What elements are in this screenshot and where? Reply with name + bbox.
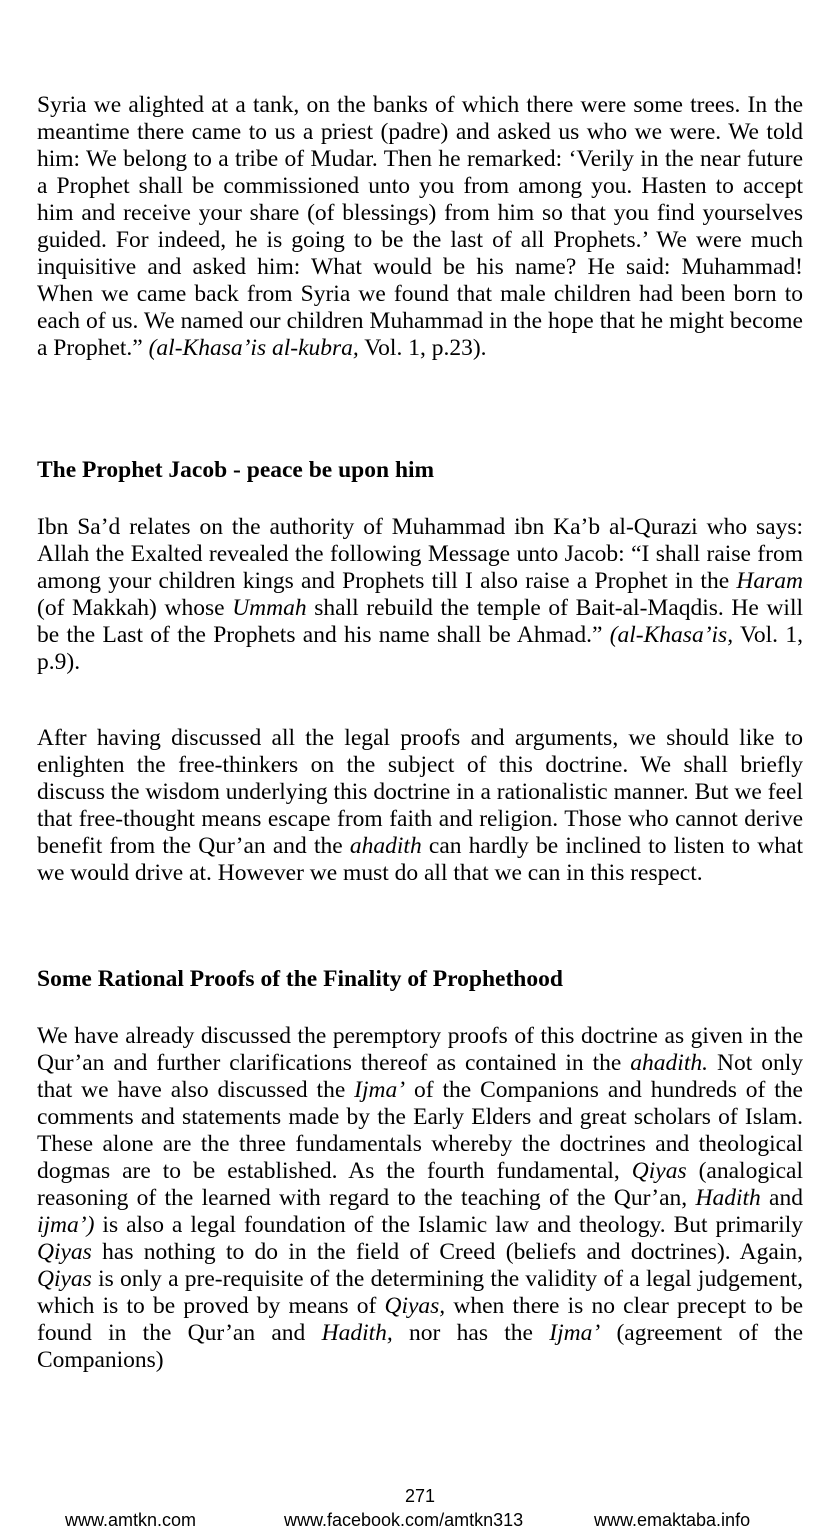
italic-run: Ijma’ xyxy=(354,1077,406,1103)
text-run: shall rebuild the temple of Bait-al-Maqdis. He will be the Last of the Prophets and his name shall be Ahmad.” xyxy=(37,595,804,648)
text-run: is only a pre-requisite of the determining the validity of a legal judgement, which is to be proved by means of xyxy=(37,1266,803,1319)
italic-run: Qiyas, xyxy=(384,1293,446,1319)
text-run: (of Makkah) whose xyxy=(37,595,233,621)
italic-run: Ummah xyxy=(232,595,307,621)
italic-run: Ijma’ xyxy=(549,1320,601,1346)
text-run: nor has the xyxy=(392,1320,550,1346)
text-run: Ibn Sa’d relates on the authority of Muhammad ibn Ka’b al-Qurazi who says: Allah the Exalted revealed the following Message unto Jacob: “I shall raise from among your children kings and Prophets till I also raise a Prophet in the xyxy=(37,514,803,594)
footer-link-amtkn[interactable]: www.amtkn.com xyxy=(65,1510,197,1530)
heading-prophet-jacob: The Prophet Jacob - peace be upon him xyxy=(37,457,435,483)
text-run: We have already discussed the peremptory proofs of this doctrine as given in the Qur’an and further clarifications thereof as contained in the xyxy=(37,1023,803,1076)
italic-run: Qiyas xyxy=(37,1266,92,1292)
italic-run: ahadith xyxy=(349,833,422,859)
paragraph-free-thinkers xyxy=(37,725,803,887)
text-run: After having discussed all the legal proofs and arguments, we should like to enlighten the free-thinkers on the subject of this doctrine. We shall briefly discuss the wisdom underlying this doctrine in a rationalistic manner. But we feel that free-thought means escape from faith and religion. Those who cannot derive benefit from the Qur’an and the xyxy=(37,725,803,859)
text-run: when there is no clear precept to be found in the Qur’an and xyxy=(37,1293,803,1346)
text-run: of the Companions and hundreds of the comments and statements made by the Early Elders and great scholars of Islam. These alone are the three fundamentals whereby the doctrines and theological dogmas are to be established. As the fourth fundamental, xyxy=(37,1077,803,1184)
text-run: Syria we alighted at a tank, on the banks of which there were some trees. In the meantime there came to us a priest (padre) and asked us who we were. We told him: We belong to a tribe of Mudar. Then he remarked: ‘Verily in the near future a Prophet shall be commissioned unto you from among you. Hasten to accept him and receive your share (of blessings) from him so that you find yourselves guided. For indeed, he is going to be the last of all Prophets.’ We were much inquisitive and asked him: What would be his name? He said: Muhammad! When we came back from Syria we found that male children had been born to each of us. We named our children Muhammad in the hope that he might become a Prophet.” xyxy=(37,92,803,361)
footer-link-facebook[interactable]: www.facebook.com/amtkn313 xyxy=(284,1510,524,1530)
italic-run: (al-Khasa’is, xyxy=(609,622,734,648)
text-run: (agreement of the Companions) xyxy=(37,1320,804,1373)
text-run: Not only that we have also discussed the xyxy=(37,1050,803,1103)
italic-run: Qiyas xyxy=(37,1239,92,1265)
italic-run: (al-Khasa’is al-kubra, xyxy=(148,335,359,361)
text-run: is also a legal foundation of the Islamic law and theology. But primarily xyxy=(94,1212,803,1238)
italic-run: ijma’) xyxy=(37,1212,95,1238)
text-run: has nothing to do in the field of Creed (beliefs and doctrines). Again, xyxy=(91,1239,803,1265)
footer-link-emaktaba[interactable]: www.emaktaba.info xyxy=(594,1510,751,1530)
italic-run: Hadith, xyxy=(321,1320,393,1346)
text-run: and xyxy=(760,1185,803,1211)
italic-run: ahadith. xyxy=(630,1050,708,1076)
paragraph-syria xyxy=(37,92,803,362)
paragraph-peremptory-proofs xyxy=(37,1023,803,1374)
text-run: can hardly be inclined to listen to what we would drive at. However we must do all that we can in this respect. xyxy=(37,833,803,886)
paragraph-ibn-sad xyxy=(37,514,803,676)
italic-run: Qiyas xyxy=(631,1158,687,1184)
text-run: Vol. 1, p.23). xyxy=(358,335,487,361)
text-run: (analogical reasoning of the learned with regard to the teaching of the Qur’an, xyxy=(37,1158,803,1211)
italic-run: Hadith xyxy=(695,1185,761,1211)
text-run: Vol. 1, p.9). xyxy=(37,622,803,675)
heading-rational-proofs: Some Rational Proofs of the Finality of Prophethood xyxy=(37,966,563,992)
italic-run: Haram xyxy=(736,568,803,594)
page-number: 271 xyxy=(404,1486,436,1506)
